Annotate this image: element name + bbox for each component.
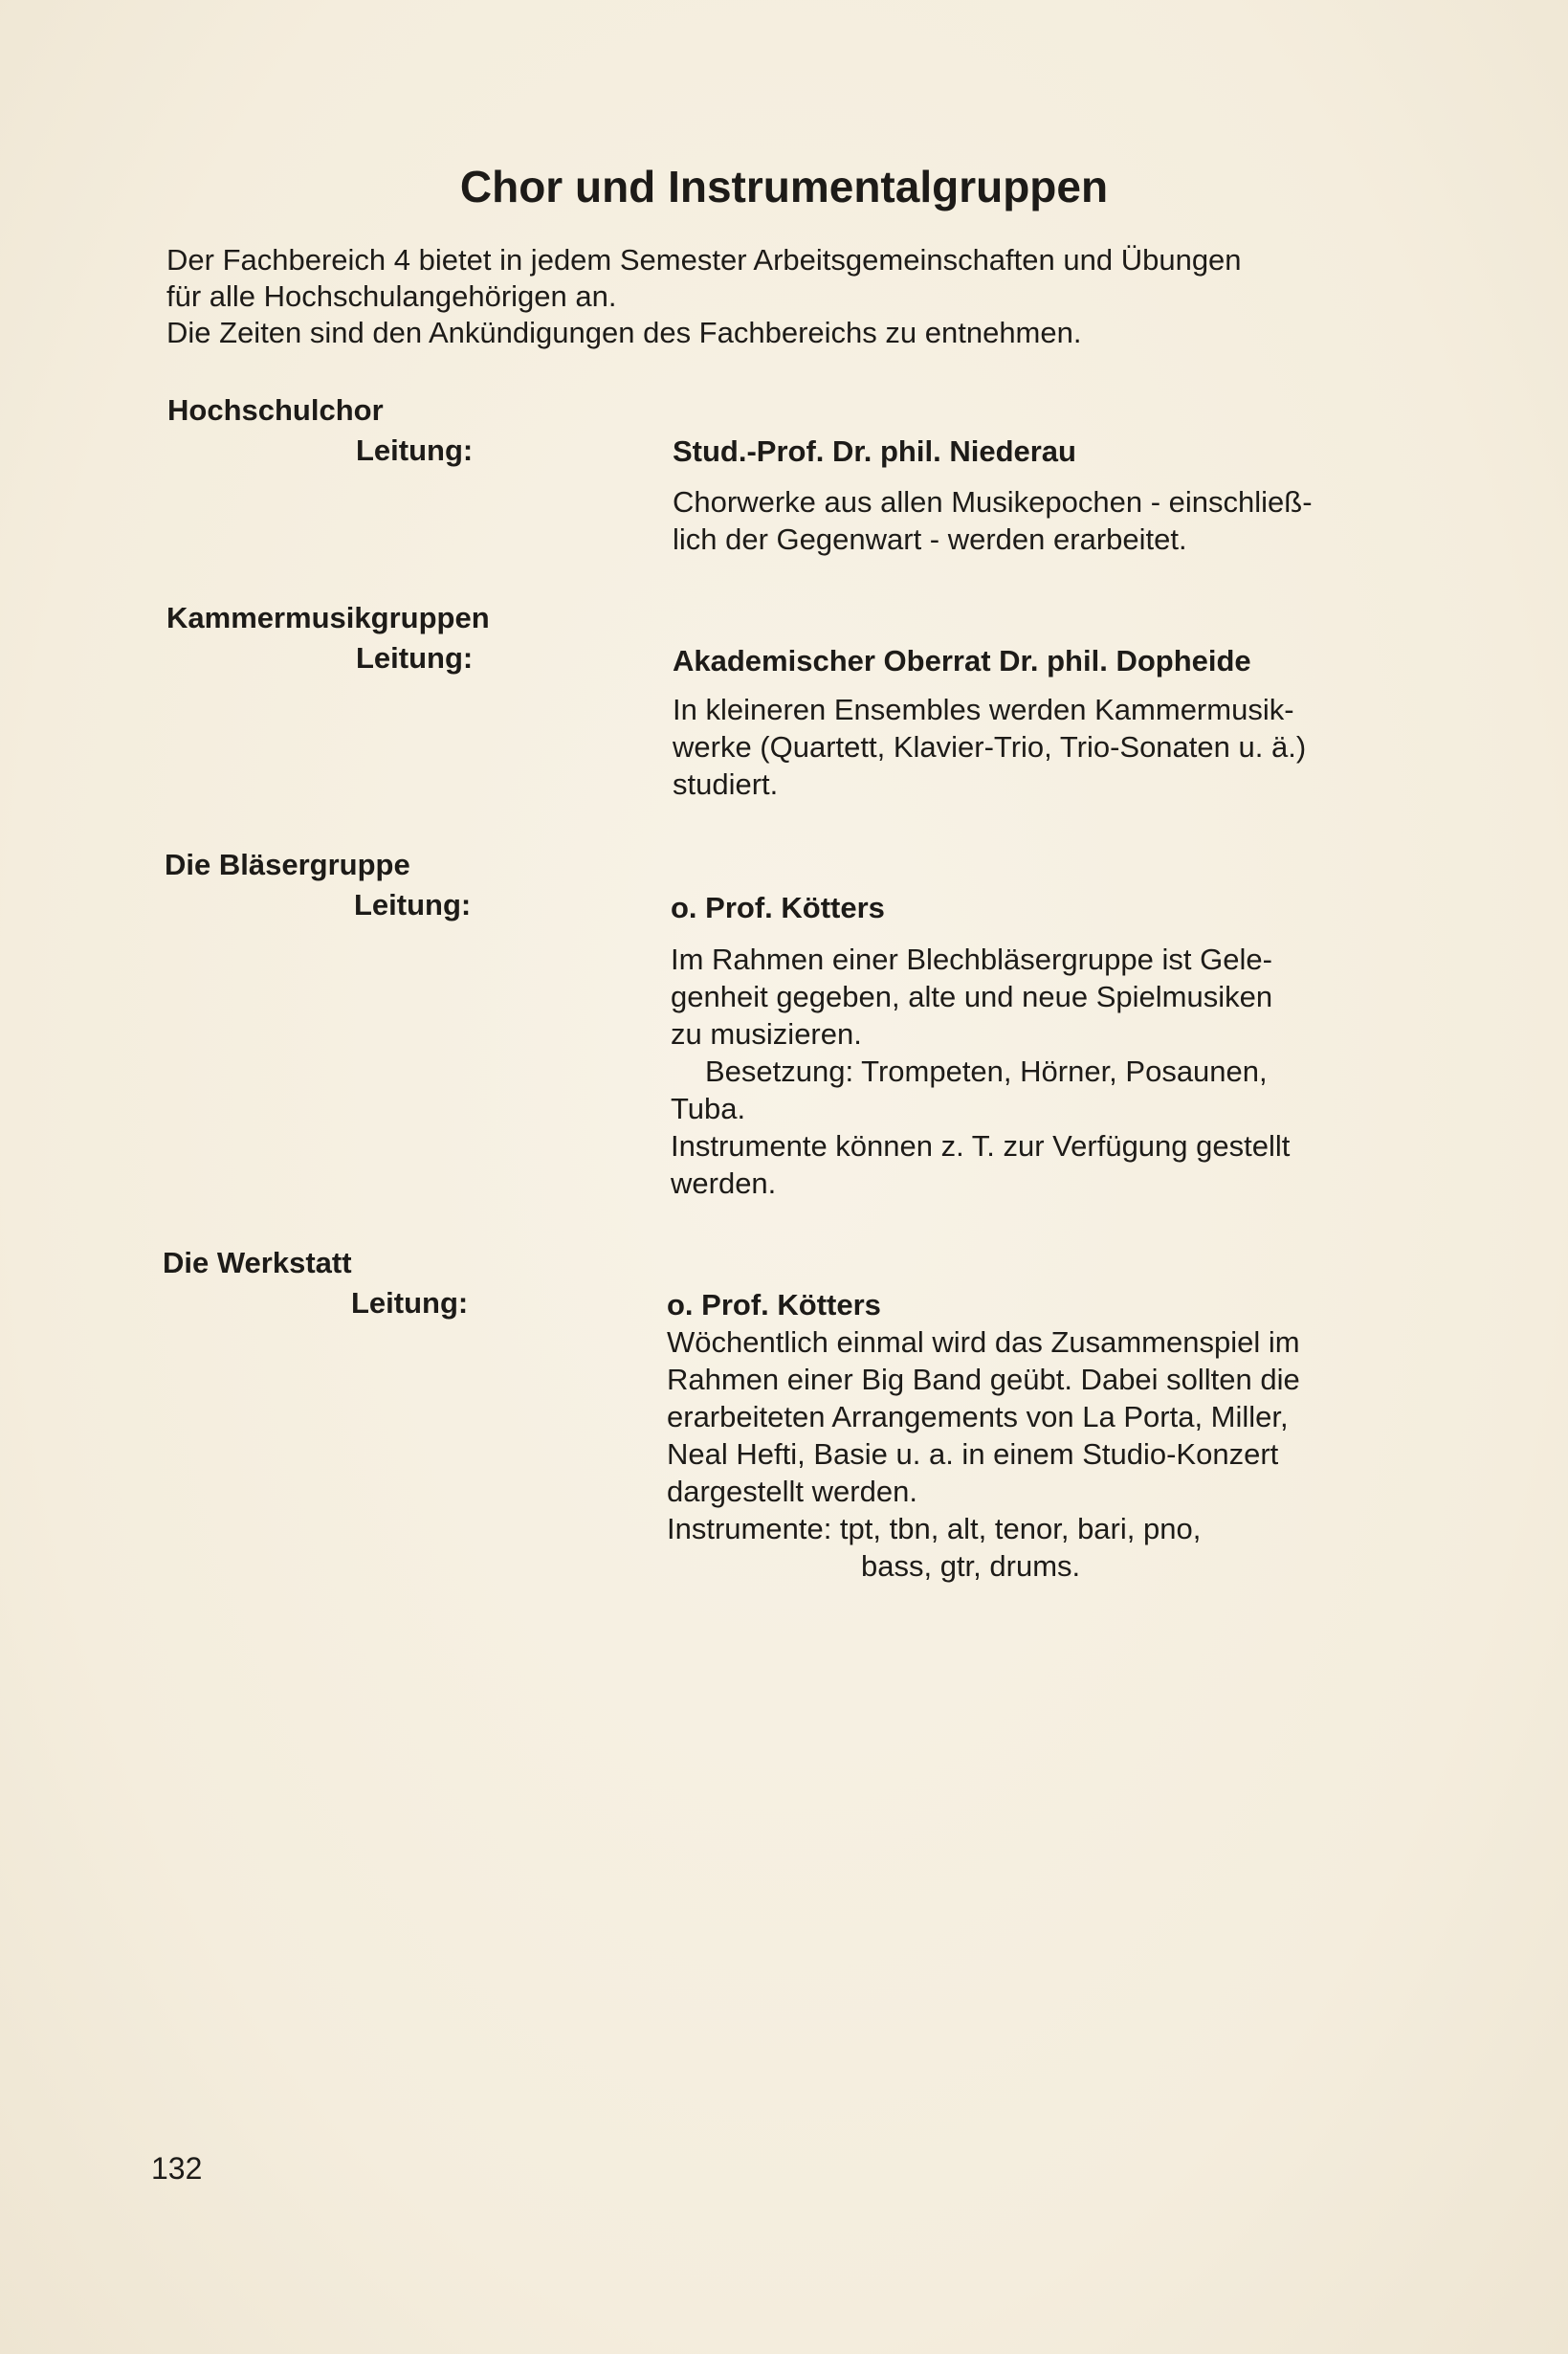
section-description — [671, 941, 1379, 1202]
description-line: studiert. — [673, 767, 779, 801]
section-name-kammermusikgruppen: Kammermusikgruppen — [166, 601, 490, 634]
description-line: Instrumente: tpt, tbn, alt, tenor, bari, pno, — [667, 1512, 1202, 1545]
page-number: 132 — [151, 2151, 203, 2186]
section-description — [673, 483, 1380, 558]
leitung-label: Leitung: — [354, 888, 472, 922]
section-name-blaesergruppe: Die Bläsergruppe — [165, 848, 410, 881]
leader-name: Akademischer Oberrat Dr. phil. Dopheide — [673, 644, 1251, 677]
intro-paragraph — [166, 242, 1410, 351]
description-line: Chorwerke aus allen Musikepochen - einschließ- — [673, 485, 1313, 519]
section-body-kammermusikgruppen — [673, 642, 1380, 803]
page-title: Chor und Instrumentalgruppen — [459, 162, 1109, 211]
section-description — [667, 1323, 1375, 1585]
leader-name: Stud.-Prof. Dr. phil. Niederau — [673, 434, 1076, 468]
section-name-hochschulchor: Hochschulchor — [167, 393, 384, 427]
section-body-blaesergruppe — [671, 889, 1379, 1202]
description-line: Neal Hefti, Basie u. a. in einem Studio-Konzert — [667, 1437, 1279, 1471]
section-body-werkstatt — [667, 1286, 1375, 1585]
leitung-label: Leitung: — [351, 1286, 469, 1320]
description-line: werden. — [671, 1166, 777, 1200]
intro-line: Der Fachbereich 4 bietet in jedem Semester Arbeitsgemeinschaften und Übungen — [166, 243, 1242, 277]
leader-name: o. Prof. Kötters — [667, 1288, 881, 1321]
description-line: Instrumente können z. T. zur Verfügung gestellt — [671, 1129, 1291, 1163]
leader-name: o. Prof. Kötters — [671, 891, 885, 924]
section-description — [673, 691, 1380, 803]
section-body-hochschulchor — [673, 433, 1380, 558]
description-line: lich der Gegenwart - werden erarbeitet. — [673, 522, 1187, 556]
leitung-label: Leitung: — [356, 433, 474, 467]
description-line: Im Rahmen einer Blechbläsergruppe ist Gele- — [671, 943, 1272, 976]
description-line: werke (Quartett, Klavier-Trio, Trio-Sonaten u. ä.) — [673, 730, 1307, 764]
description-line: Wöchentlich einmal wird das Zusammenspiel im — [667, 1325, 1300, 1359]
description-line: Rahmen einer Big Band geübt. Dabei sollten die — [667, 1363, 1300, 1396]
description-line: erarbeiteten Arrangements von La Porta, Miller, — [667, 1400, 1289, 1433]
description-line: Besetzung: Trompeten, Hörner, Posaunen, — [705, 1055, 1268, 1088]
leitung-label: Leitung: — [356, 641, 474, 675]
description-line: Tuba. — [671, 1092, 746, 1125]
description-line: genheit gegeben, alte und neue Spielmusiken — [671, 980, 1273, 1013]
description-line: zu musizieren. — [671, 1017, 862, 1051]
intro-line: Die Zeiten sind den Ankündigungen des Fachbereichs zu entnehmen. — [166, 316, 1082, 349]
section-name-werkstatt: Die Werkstatt — [163, 1246, 352, 1279]
description-line: dargestellt werden. — [667, 1475, 917, 1508]
description-line: bass, gtr, drums. — [861, 1549, 1081, 1583]
description-line: In kleineren Ensembles werden Kammermusik- — [673, 693, 1294, 726]
intro-line: für alle Hochschulangehörigen an. — [166, 279, 617, 313]
